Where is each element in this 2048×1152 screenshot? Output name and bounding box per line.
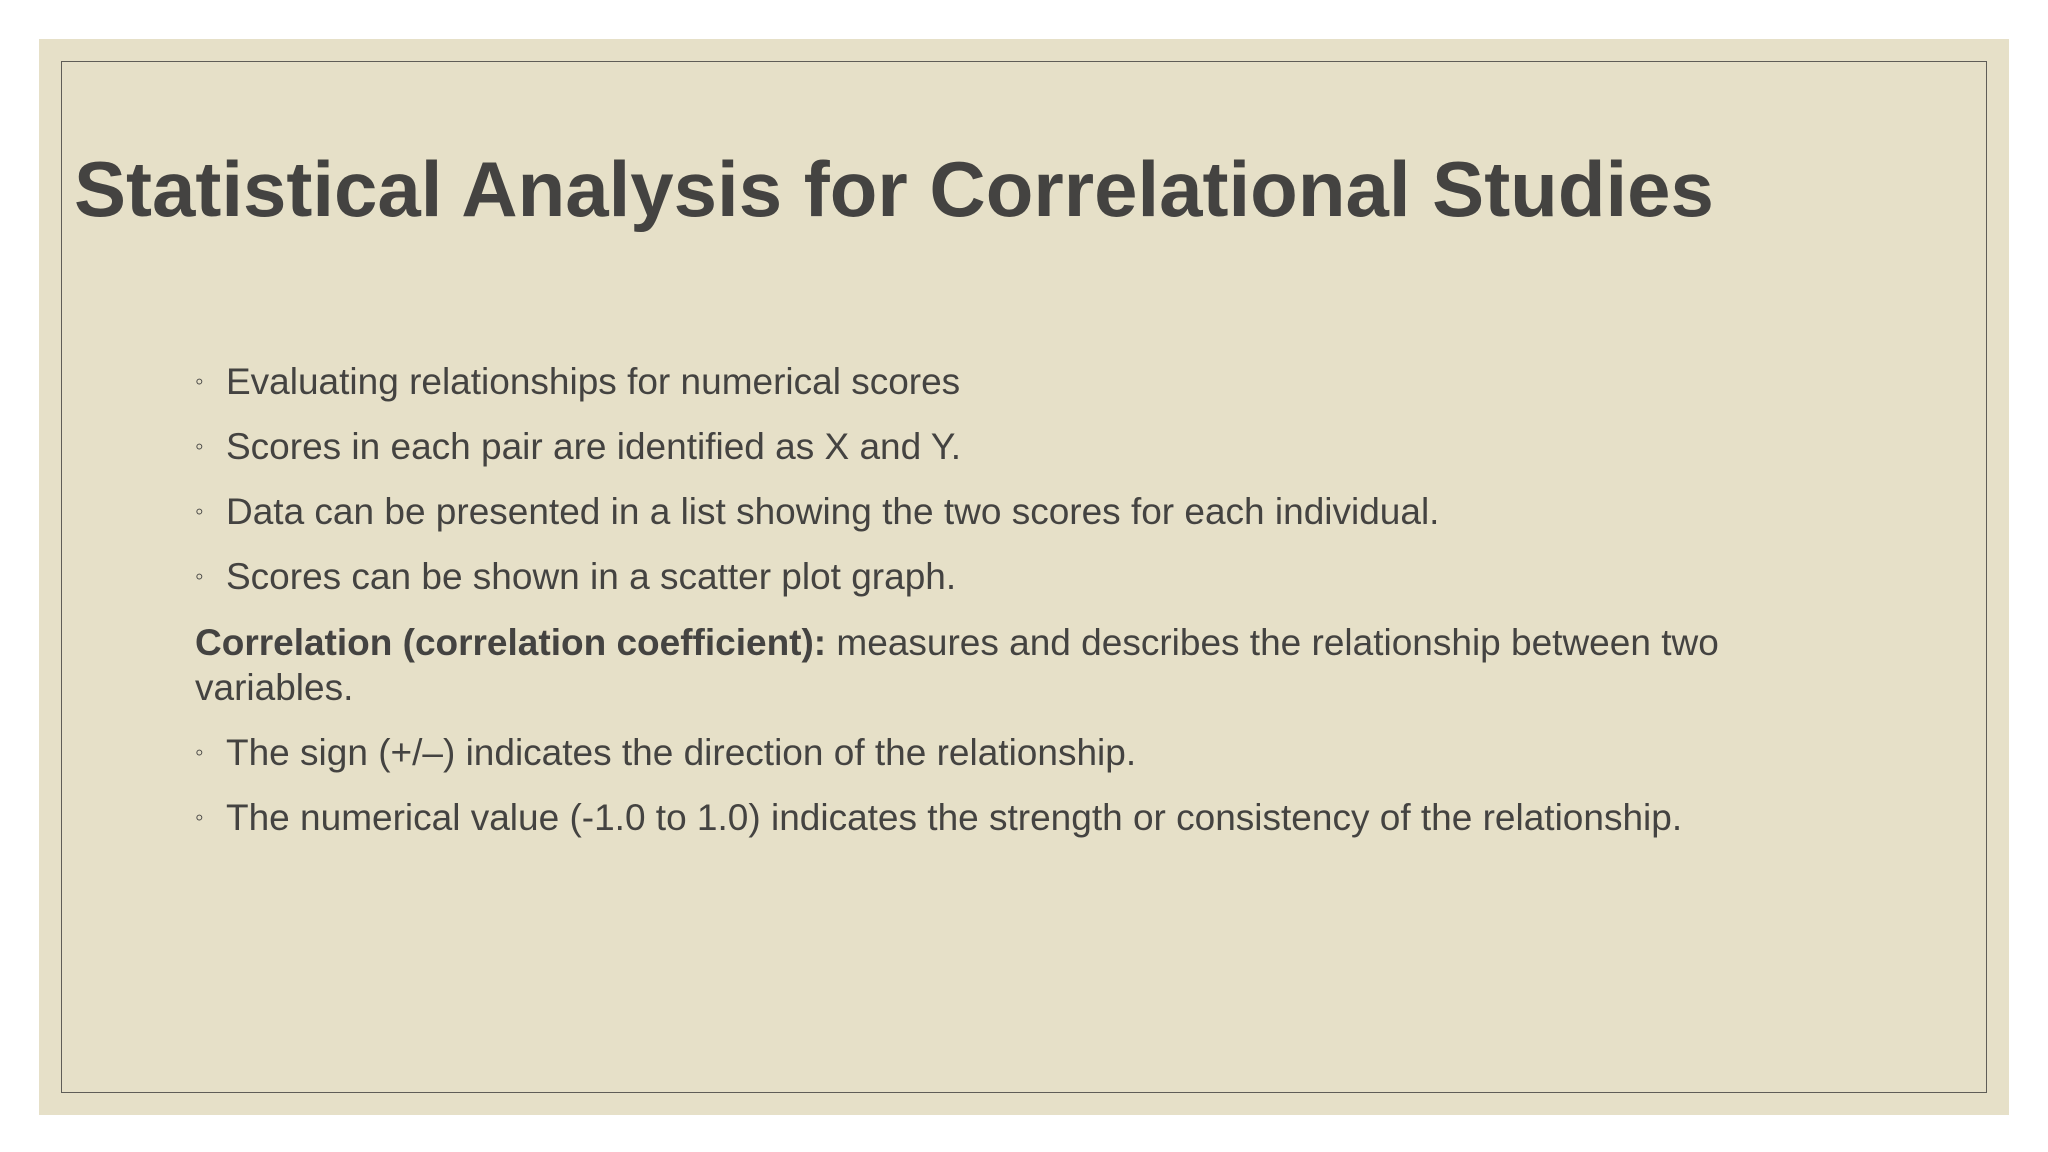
list-item-text: The sign (+/–) indicates the direction of the relationship. (226, 731, 1137, 773)
definition-text: measures and describes the relationship between two variables. (195, 621, 1719, 708)
list-item-text: Scores in each pair are identified as X and Y. (226, 426, 961, 468)
list-item (195, 554, 1835, 599)
list-item-text: Scores can be shown in a scatter plot graph. (226, 556, 957, 598)
definition-paragraph (195, 620, 1835, 710)
list-item (195, 424, 1835, 469)
bullet-icon: ◦ (195, 433, 204, 461)
list-item-text: The numerical value (-1.0 to 1.0) indicates the strength or consistency of the relationship. (226, 796, 1683, 838)
list-item-text: Data can be presented in a list showing the two scores for each individual. (226, 491, 1440, 533)
list-item (195, 730, 1835, 775)
list-item (195, 489, 1835, 534)
list-item (195, 795, 1835, 840)
bullet-icon: ◦ (195, 738, 204, 766)
bullet-icon: ◦ (195, 368, 204, 395)
definition-term: Correlation (correlation coefficient): (195, 621, 827, 663)
list-item (195, 359, 1835, 404)
slide (39, 39, 2009, 1115)
slide-content (195, 359, 1835, 860)
bullet-icon: ◦ (195, 803, 204, 831)
slide-title: Statistical Analysis for Correlational Studies (74, 145, 1714, 233)
bullet-icon: ◦ (195, 498, 204, 526)
list-item-text: Evaluating relationships for numerical scores (226, 361, 961, 402)
bullet-icon: ◦ (195, 563, 204, 591)
